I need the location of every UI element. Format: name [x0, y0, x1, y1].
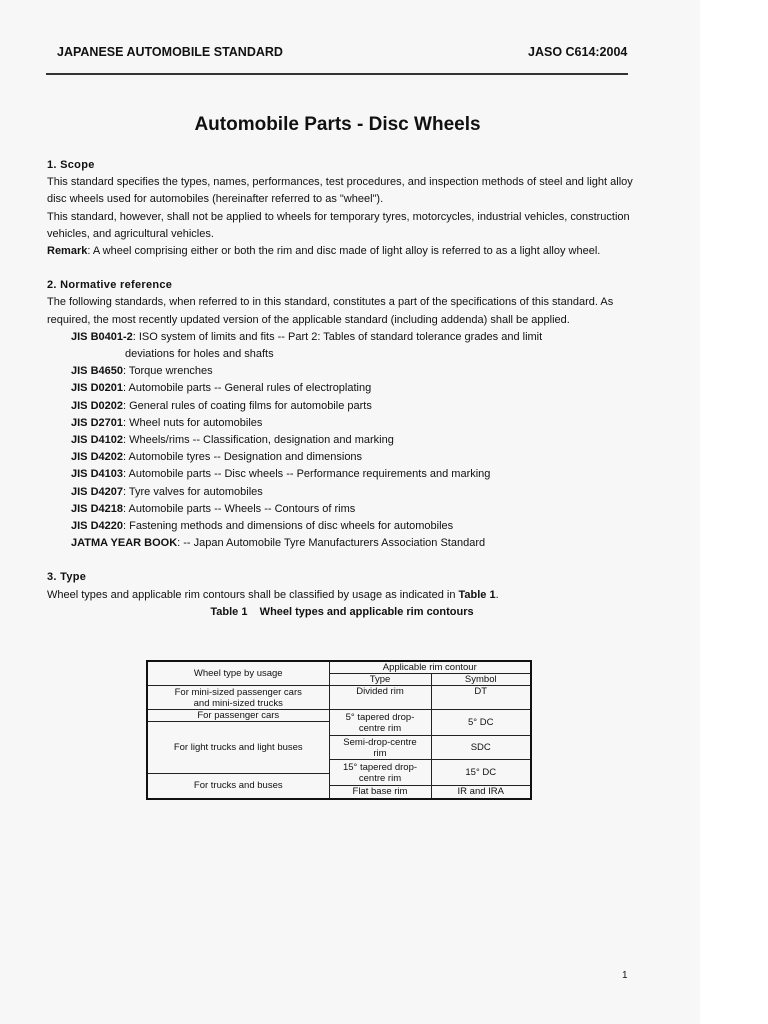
- section-scope-heading: 1. Scope: [47, 159, 95, 171]
- reference-item: JIS D4103: Automobile parts -- Disc wheels -- Performance requirements and marking: [71, 468, 491, 481]
- reference-item: JIS D4218: Automobile parts -- Wheels -- Contours of rims: [71, 502, 356, 515]
- table-header-symbol: Symbol: [431, 674, 531, 686]
- table-cell-usage: For trucks and buses: [147, 774, 329, 799]
- section-type-heading: 3. Type: [47, 571, 87, 584]
- reference-item: JIS D4220: Fastening methods and dimensions of disc wheels for automobiles: [71, 520, 454, 533]
- table-cell-symbol: 15° DC: [431, 760, 531, 786]
- type-intro: Wheel types and applicable rim contours shall be classified by usage as indicated in Table 1.: [47, 588, 499, 601]
- table-cell-usage: For mini-sized passenger cars and mini-sized trucks: [147, 686, 329, 710]
- scope-paragraph-2: This standard, however, shall not be applied to wheels for temporary tyres, motorcycles, industrial vehicles, construction vehicles, and agricultural vehicles.: [47, 210, 630, 240]
- table-cell-type: 5° tapered drop-centre rim: [329, 710, 431, 736]
- scope-paragraph-1: This standard specifies the types, names, performances, test procedures, and inspection methods of steel and light alloy disc wheels used for automobiles (hereinafter referred to as "wheel").: [47, 176, 633, 206]
- table-cell-type: Divided rim: [329, 686, 431, 710]
- reference-item: JIS D0202: General rules of coating films for automobile parts: [71, 399, 372, 412]
- table-cell-symbol: 5° DC: [431, 710, 531, 736]
- reference-item: JIS D2701: Wheel nuts for automobiles: [71, 416, 263, 429]
- table-cell-symbol: DT: [431, 686, 531, 710]
- reference-item: JATMA YEAR BOOK: -- Japan Automobile Tyre Manufacturers Association Standard: [71, 537, 486, 550]
- reference-item: JIS B0401-2: ISO system of limits and fits -- Part 2: Tables of standard tolerance grades and limit deviations for holes and shafts: [71, 330, 543, 361]
- reference-list: [47, 329, 637, 553]
- wheel-types-table: [146, 660, 532, 800]
- section-normative-heading: 2. Normative reference: [47, 279, 173, 292]
- table-cell-type: 15° tapered drop-centre rim: [329, 760, 431, 786]
- header-standard-name: JAPANESE AUTOMOBILE STANDARD: [57, 45, 283, 59]
- table-cell-symbol: IR and IRA: [431, 786, 531, 799]
- remark-text: : A wheel comprising either or both the rim and disc made of light alloy is referred to as a light alloy wheel.: [87, 245, 601, 258]
- normative-intro: The following standards, when referred to in this standard, constitutes a part of the specifications of this standard. As required, the most recently updated version of the applicable standard (including addenda) shall be applied.: [47, 296, 614, 326]
- remark-label: Remark: [47, 245, 88, 258]
- table-cell-symbol: SDC: [431, 736, 531, 760]
- table-cell-type: Semi-drop-centre rim: [329, 736, 431, 760]
- scope-remark: [47, 243, 637, 260]
- header-standard-code: JASO C614:2004: [528, 45, 628, 59]
- page-title: Automobile Parts - Disc Wheels: [194, 114, 481, 135]
- document-body: [47, 157, 637, 621]
- reference-item: JIS D0201: Automobile parts -- General rules of electroplating: [71, 382, 372, 395]
- reference-item: JIS D4207: Tyre valves for automobiles: [71, 485, 263, 498]
- table-header-contour: Applicable rim contour: [329, 661, 531, 674]
- table-caption: Table 1 Wheel types and applicable rim contours: [210, 605, 474, 618]
- table-header-usage: Wheel type by usage: [147, 661, 329, 686]
- table-header-type: Type: [329, 674, 431, 686]
- table-cell-usage: For light trucks and light buses: [147, 722, 329, 774]
- header-rule: [46, 73, 628, 75]
- table-cell-usage: For passenger cars: [147, 710, 329, 722]
- page-number: 1: [622, 970, 628, 981]
- reference-item: JIS D4202: Automobile tyres -- Designation and dimensions: [71, 451, 363, 464]
- reference-item: JIS B4650: Torque wrenches: [71, 365, 213, 378]
- reference-item: JIS D4102: Wheels/rims -- Classification, designation and marking: [71, 434, 394, 447]
- table-cell-type: Flat base rim: [329, 786, 431, 799]
